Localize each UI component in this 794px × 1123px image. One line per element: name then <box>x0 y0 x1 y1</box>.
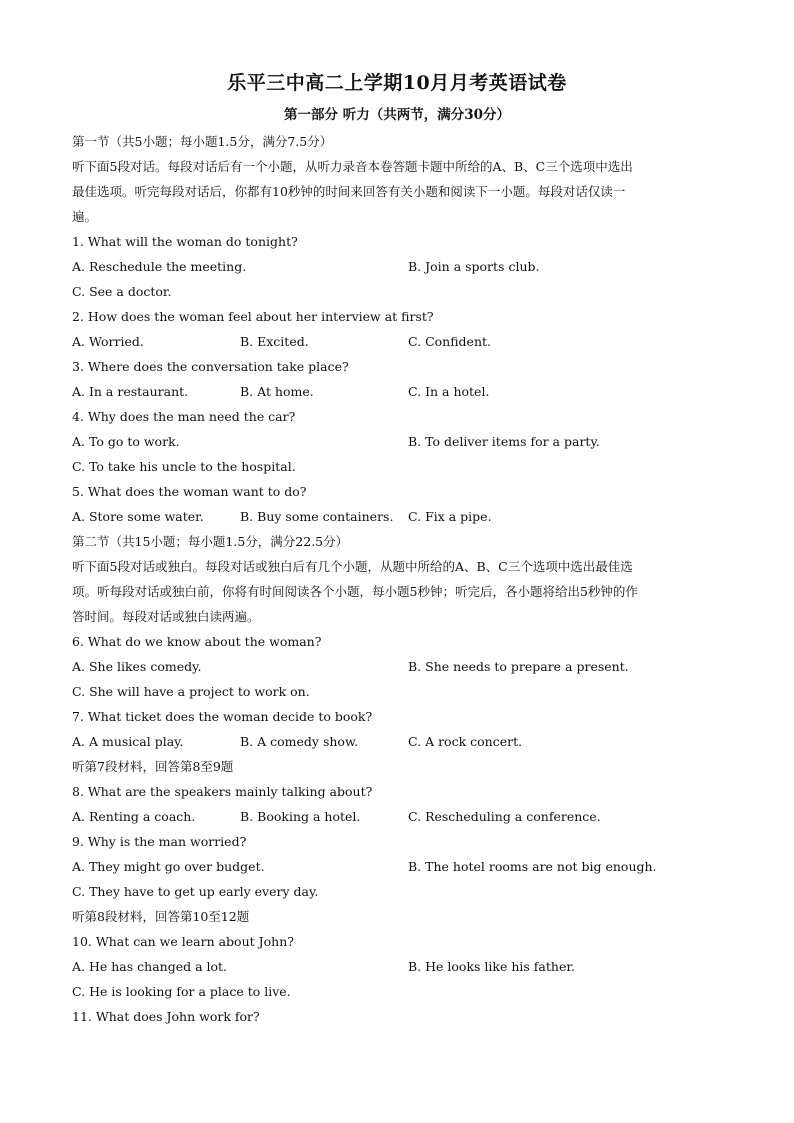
question-11-stem: 11. What does John work for? <box>72 1009 260 1024</box>
question-2-options <box>72 329 722 354</box>
question-2-option-a: A. Worried. <box>72 334 144 349</box>
question-3-options <box>72 379 722 404</box>
question-8-options <box>72 804 722 829</box>
question-1-stem: 1. What will the woman do tonight? <box>72 234 298 249</box>
question-4-option-a: A. To go to work. <box>72 434 180 449</box>
section1-instructions-line3: 遍。 <box>72 209 98 224</box>
question-9-stem: 9. Why is the man worried? <box>72 834 247 849</box>
question-1-option-a: A. Reschedule the meeting. <box>72 259 247 274</box>
question-10-option-a: A. He has changed a lot. <box>72 959 228 974</box>
question-6-option-a: A. She likes comedy. <box>72 659 202 674</box>
question-8-stem: 8. What are the speakers mainly talking about? <box>72 784 373 799</box>
question-9-option-a: A. They might go over budget. <box>72 859 265 874</box>
question-5-option-b: B. Buy some containers. <box>240 509 394 524</box>
question-3-stem: 3. Where does the conversation take place? <box>72 359 349 374</box>
question-6-options <box>72 654 722 679</box>
question-2-option-b: B. Excited. <box>240 334 309 349</box>
question-2-stem: 2. How does the woman feel about her interview at first? <box>72 309 434 324</box>
question-9-options <box>72 854 722 879</box>
question-5-stem: 5. What does the woman want to do? <box>72 484 307 499</box>
question-5-options <box>72 504 722 529</box>
exam-title: 乐平三中高二上学期10月月考英语试卷 <box>227 72 567 94</box>
section1-heading: 第一节（共5小题；每小题1.5分，满分7.5分） <box>72 134 333 149</box>
question-2-option-c: C. Confident. <box>408 334 491 349</box>
question-10-options <box>72 954 722 979</box>
material-8-heading: 听第8段材料，回答第10至12题 <box>72 909 250 924</box>
question-10-option-c: C. He is looking for a place to live. <box>72 984 291 999</box>
section2-instructions-line1: 听下面5段对话或独白。每段对话或独白后有几个小题，从题中所给的A、B、C三个选项中选出最佳选 <box>72 559 633 574</box>
part-one-subtitle: 第一部分 听力（共两节，满分30分） <box>284 107 510 123</box>
question-7-option-c: C. A rock concert. <box>408 734 523 749</box>
question-7-options <box>72 729 722 754</box>
question-3-option-b: B. At home. <box>240 384 314 399</box>
question-6-option-b: B. She needs to prepare a present. <box>408 659 629 674</box>
question-1-option-c: C. See a doctor. <box>72 284 172 299</box>
question-8-option-a: A. Renting a coach. <box>72 809 196 824</box>
question-5-option-c: C. Fix a pipe. <box>408 509 492 524</box>
material-7-heading: 听第7段材料，回答第8至9题 <box>72 759 234 774</box>
exam-page <box>72 68 722 1029</box>
question-1-option-b: B. Join a sports club. <box>408 259 540 274</box>
question-4-option-b: B. To deliver items for a party. <box>408 434 600 449</box>
question-4-options <box>72 429 722 454</box>
section1-instructions-line1: 听下面5段对话。每段对话后有一个小题，从听力录音本卷答题卡题中所给的A、B、C三个选项中选出 <box>72 159 633 174</box>
question-5-option-a: A. Store some water. <box>72 509 204 524</box>
question-9-option-b: B. The hotel rooms are not big enough. <box>408 859 657 874</box>
question-4-stem: 4. Why does the man need the car? <box>72 409 296 424</box>
question-6-stem: 6. What do we know about the woman? <box>72 634 322 649</box>
section1-instructions-line2: 最佳选项。听完每段对话后，你都有10秒钟的时间来回答有关小题和阅读下一小题。每段对话仅读一 <box>72 184 626 199</box>
question-6-option-c: C. She will have a project to work on. <box>72 684 310 699</box>
section2-heading: 第二节（共15小题；每小题1.5分，满分22.5分） <box>72 534 349 549</box>
question-9-option-c: C. They have to get up early every day. <box>72 884 319 899</box>
question-1-options <box>72 254 722 279</box>
section2-instructions-line3: 答时间。每段对话或独白读两遍。 <box>72 609 260 624</box>
question-7-option-a: A. A musical play. <box>72 734 184 749</box>
question-4-option-c: C. To take his uncle to the hospital. <box>72 459 296 474</box>
question-3-option-c: C. In a hotel. <box>408 384 490 399</box>
question-7-stem: 7. What ticket does the woman decide to book? <box>72 709 373 724</box>
question-7-option-b: B. A comedy show. <box>240 734 359 749</box>
question-3-option-a: A. In a restaurant. <box>72 384 189 399</box>
section2-instructions-line2: 项。听每段对话或独白前，你将有时间阅读各个小题，每小题5秒钟；听完后，各小题将给出5秒钟的作 <box>72 584 638 599</box>
question-8-option-b: B. Booking a hotel. <box>240 809 361 824</box>
question-10-stem: 10. What can we learn about John? <box>72 934 294 949</box>
question-8-option-c: C. Rescheduling a conference. <box>408 809 601 824</box>
question-10-option-b: B. He looks like his father. <box>408 959 575 974</box>
